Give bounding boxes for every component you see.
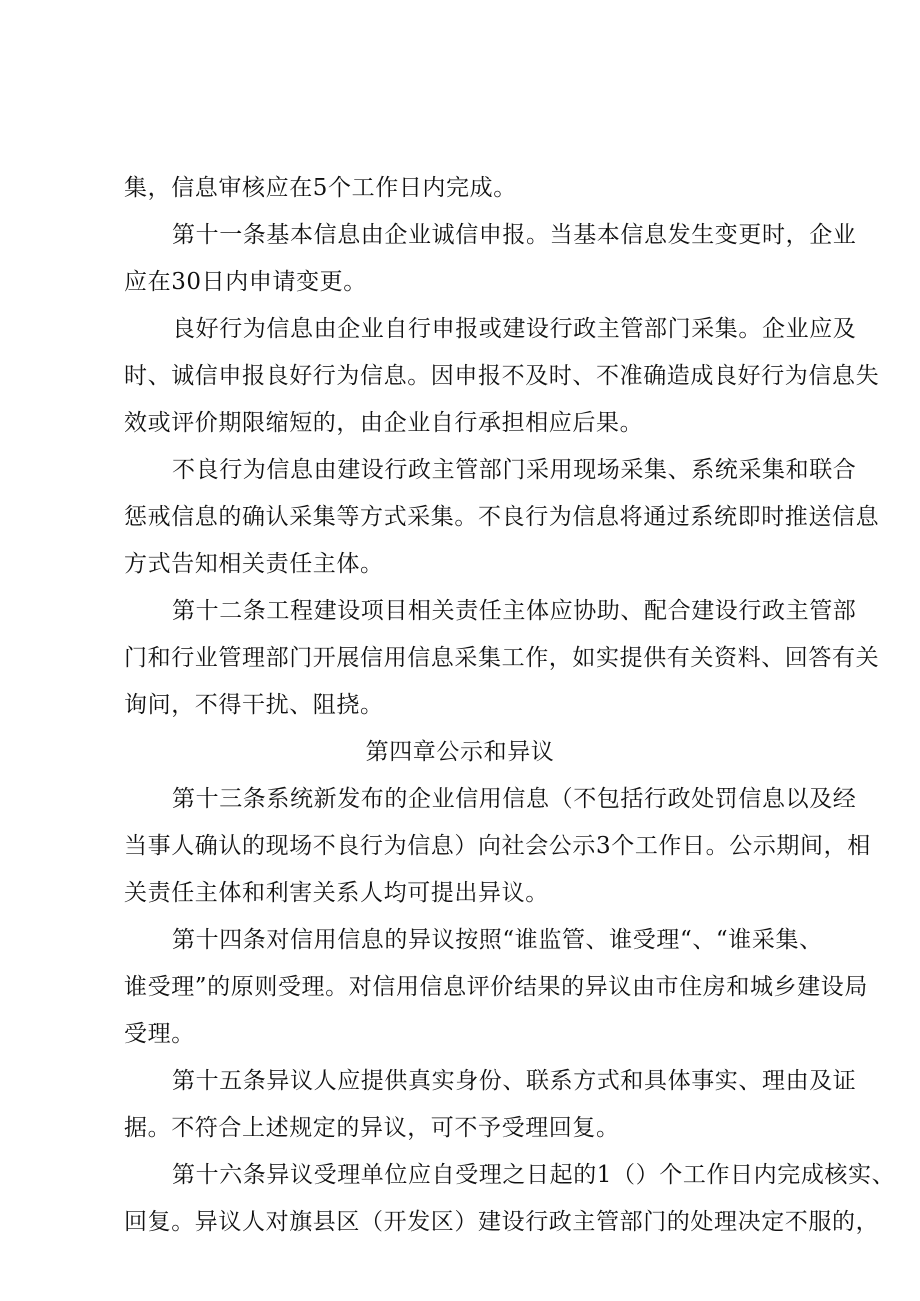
article-13-line: 当事人确认的现场不良行为信息）向社会公示3个工作日。公示期间，相 [124, 833, 871, 859]
article-16-line: 第十六条异议受理单位应自受理之日起的1（）个工作日内完成核实、 [172, 1162, 896, 1188]
good-behavior-line: 时、诚信申报良好行为信息。因申报不及时、不准确造成良好行为信息失 [124, 363, 880, 389]
article-13-line: 关责任主体和利害关系人均可提出异议。 [124, 880, 549, 906]
article-15-line: 第十五条异议人应提供真实身份、联系方式和具体事实、理由及证 [172, 1068, 857, 1094]
chapter-heading: 第四章公示和异议 [365, 739, 555, 765]
bad-behavior-line: 不良行为信息由建设行政主管部门采用现场采集、系统采集和联合 [172, 457, 857, 483]
article-15-line: 据。不符合上述规定的异议，可不予受理回复。 [124, 1115, 620, 1141]
article-12-line: 门和行业管理部门开展信用信息采集工作，如实提供有关资料、回答有关 [124, 645, 880, 671]
good-behavior-line: 效或评价期限缩短的，由企业自行承担相应后果。 [124, 410, 644, 436]
article-16-line: 回复。异议人对旗县区（开发区）建设行政主管部门的处理决定不服的， [124, 1209, 880, 1235]
paragraph-line: 集，信息审核应在5个工作日内完成。 [124, 175, 517, 201]
article-11-line: 应在30日内申请变更。 [124, 269, 367, 295]
good-behavior-line: 良好行为信息由企业自行申报或建设行政主管部门采集。企业应及 [172, 316, 857, 342]
bad-behavior-line: 惩戒信息的确认采集等方式采集。不良行为信息将通过系统即时推送信息 [124, 504, 880, 530]
article-14-line: 第十四条对信用信息的异议按照“谁监管、谁受理“、“谁采集、 [172, 927, 823, 953]
article-14-line: 受理。 [124, 1021, 195, 1047]
article-13-line: 第十三条系统新发布的企业信用信息（不包括行政处罚信息以及经 [172, 786, 857, 812]
bad-behavior-line: 方式告知相关责任主体。 [124, 551, 384, 577]
article-14-line: 谁受理”的原则受理。对信用信息评价结果的异议由市住房和城乡建设局 [124, 974, 868, 1000]
article-11-line: 第十一条基本信息由企业诚信申报。当基本信息发生变更时，企业 [172, 222, 857, 248]
article-12-line: 第十二条工程建设项目相关责任主体应协助、配合建设行政主管部 [172, 598, 857, 624]
article-12-line: 询问，不得干扰、阻挠。 [124, 692, 384, 718]
